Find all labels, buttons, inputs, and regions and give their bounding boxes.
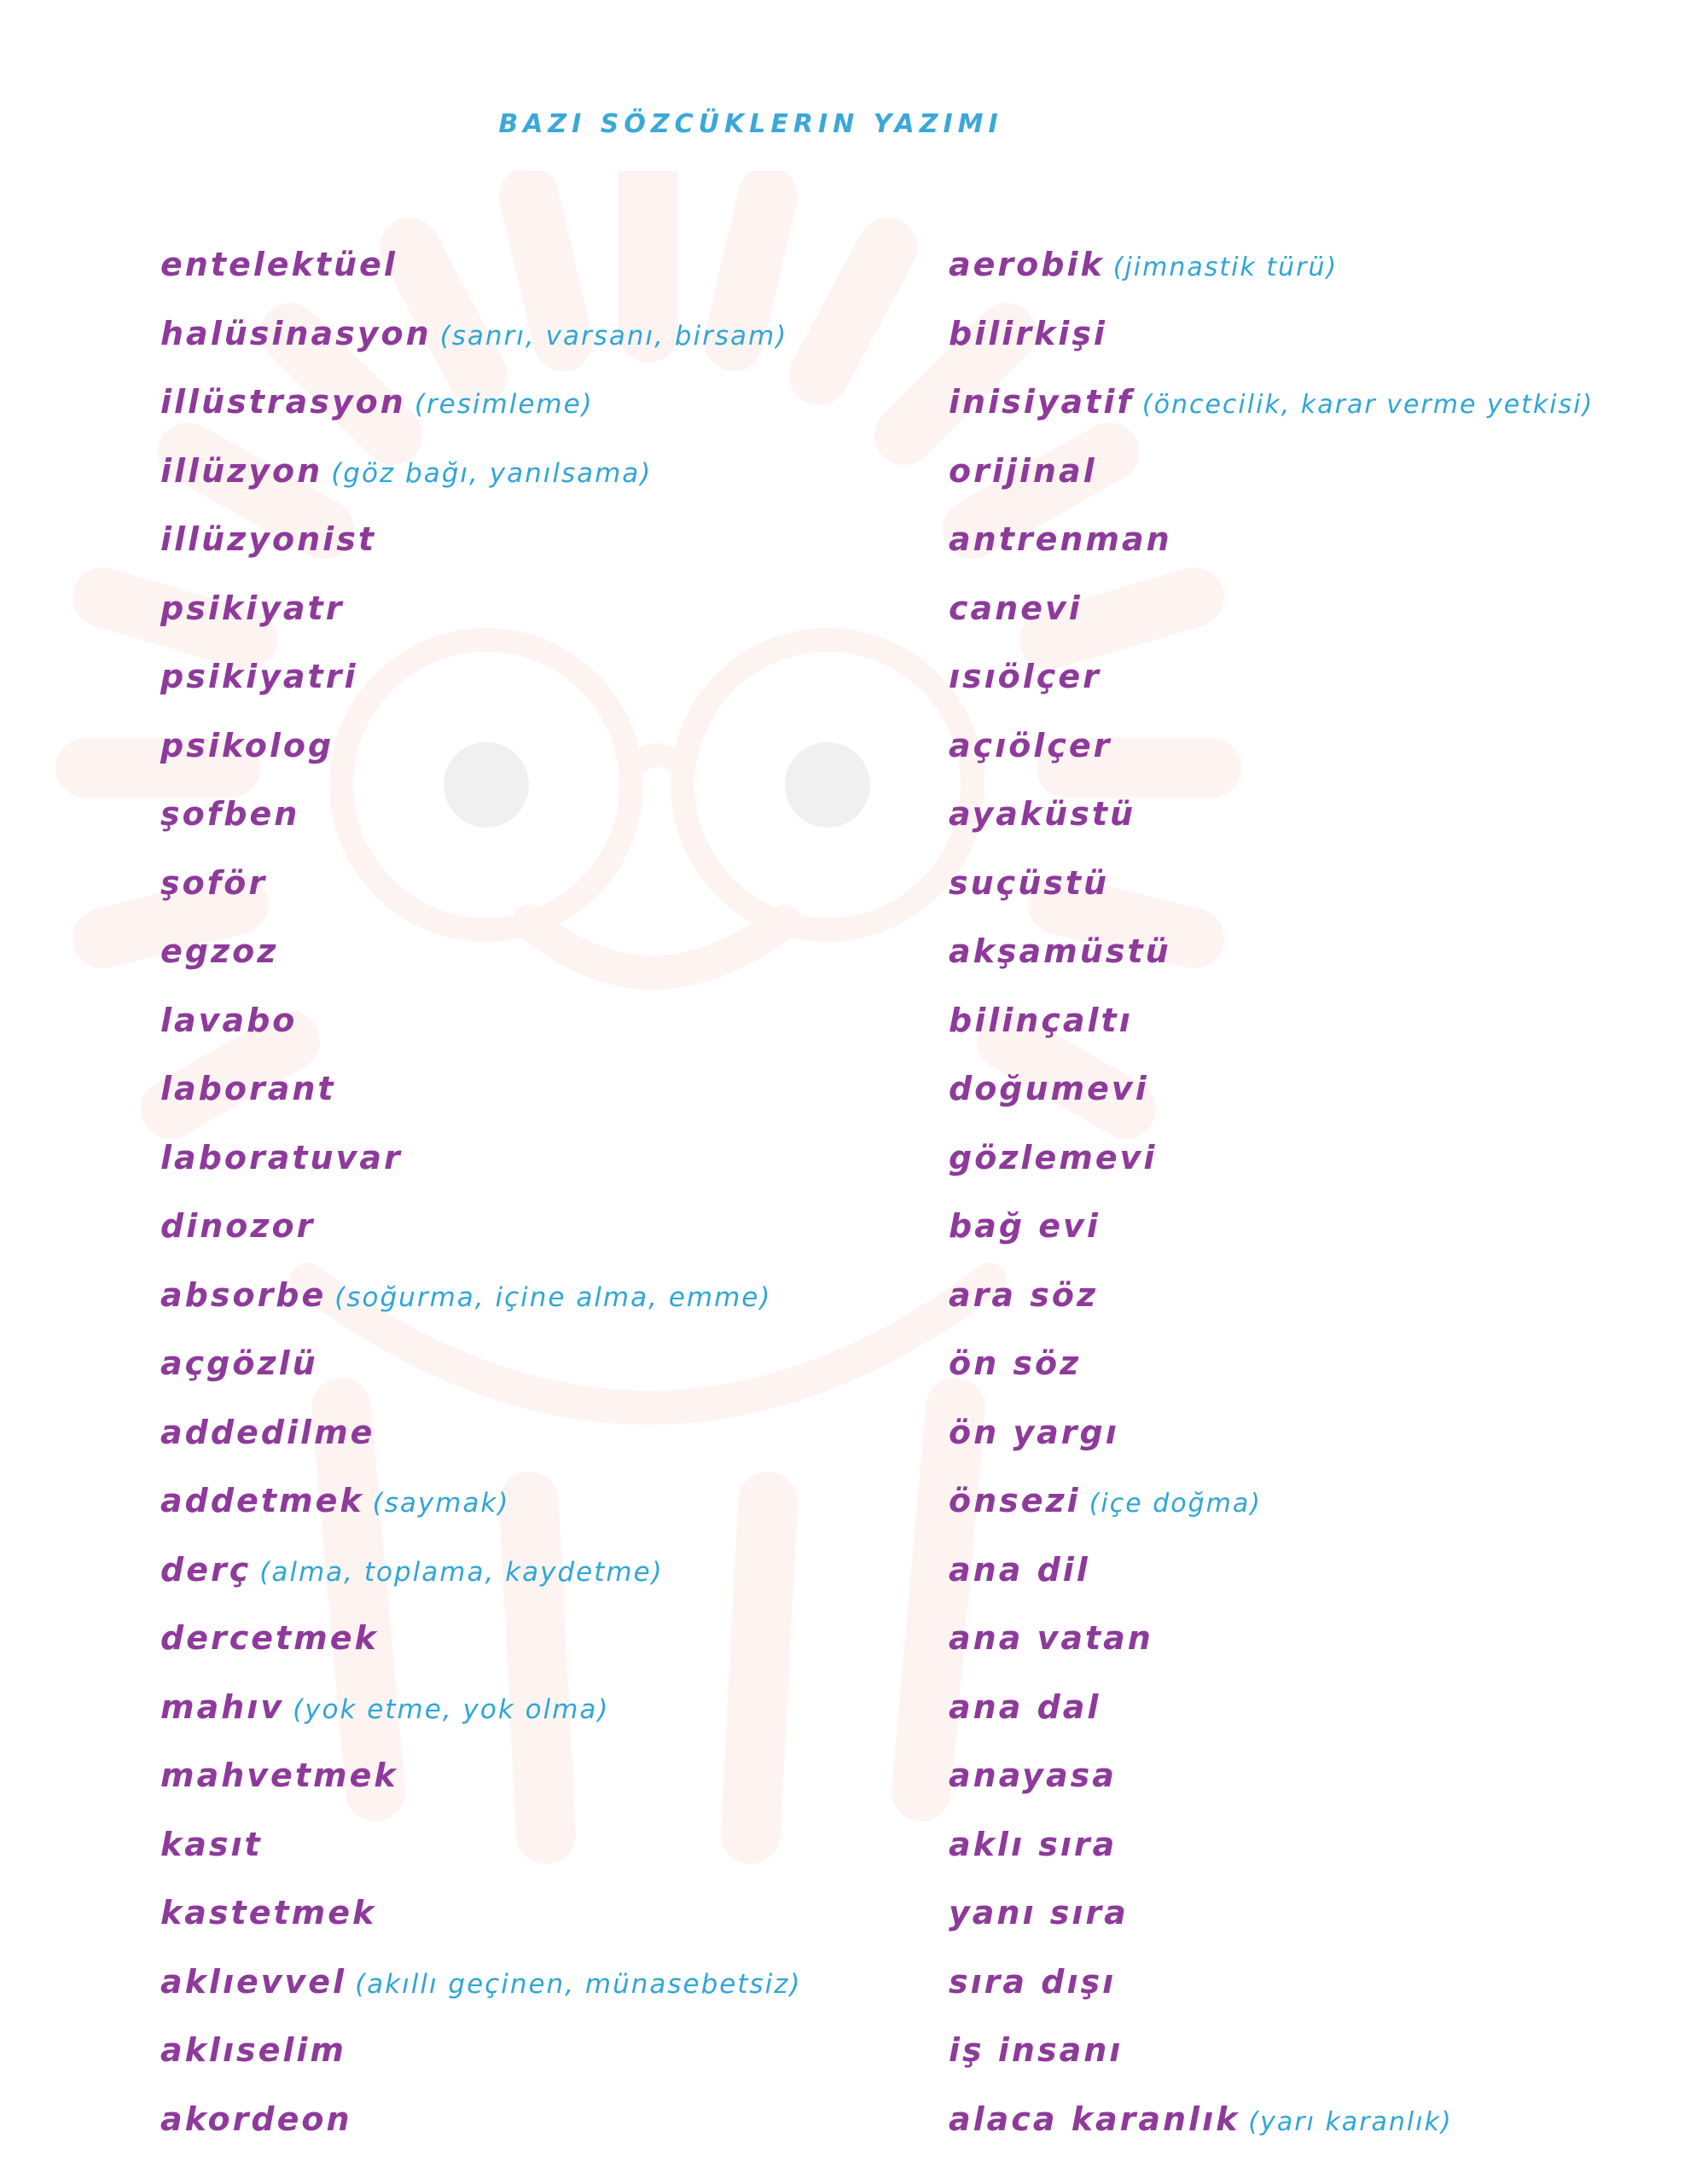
list-item: [949, 986, 1682, 1055]
word: dinozor: [160, 1207, 316, 1245]
word: aklıselim: [160, 2031, 347, 2069]
right-word-column: [949, 230, 1682, 2153]
word: suçüstü: [949, 863, 1110, 902]
list-item: [949, 299, 1682, 369]
word: şofben: [160, 795, 300, 833]
word: derç: [160, 1550, 252, 1589]
word: illüzyonist: [160, 520, 376, 558]
word: illüzyon: [160, 451, 323, 490]
gloss: (saymak): [372, 1488, 510, 1519]
list-item: [949, 1741, 1682, 1810]
gloss: (içe doğma): [1089, 1489, 1262, 1519]
list-item: [949, 574, 1682, 643]
word: akşamüstü: [949, 932, 1171, 970]
list-item: [949, 505, 1682, 574]
word: laborant: [160, 1070, 336, 1107]
list-item: [949, 1604, 1682, 1673]
gloss: (alma, toplama, kaydetme): [259, 1556, 664, 1588]
list-item: [949, 780, 1682, 849]
list-item: [949, 1054, 1682, 1124]
gloss: (öncecilik, karar verme yetkisi): [1141, 390, 1594, 420]
word: açıölçer: [949, 726, 1112, 764]
word: psikolog: [160, 726, 334, 764]
word: aerobik: [949, 246, 1105, 283]
word: halüsinasyon: [160, 314, 432, 352]
word: bağ evi: [949, 1207, 1101, 1245]
word: ön yargı: [949, 1413, 1119, 1451]
word: ana dal: [949, 1687, 1101, 1726]
list-item: [160, 1948, 954, 2017]
list-item: [949, 1192, 1682, 1261]
list-item: [949, 2016, 1682, 2085]
word: aklı sıra: [949, 1825, 1118, 1863]
word: orijinal: [949, 451, 1097, 490]
gloss: (akıllı geçinen, münasebetsiz): [355, 1968, 802, 2000]
word: iş insanı: [949, 2031, 1124, 2069]
list-item: [160, 574, 954, 643]
page-title: BAZI SÖZCÜKLERIN YAZIMI: [498, 109, 1003, 139]
word: addetmek: [160, 1482, 364, 1519]
list-item: [160, 1054, 954, 1124]
gloss: (sanrı, varsanı, birsam): [439, 320, 788, 351]
list-item: [160, 299, 954, 369]
list-item: [949, 642, 1682, 712]
gloss: (yok etme, yok olma): [293, 1693, 610, 1725]
word: gözlemevi: [949, 1138, 1158, 1176]
word: ana vatan: [949, 1619, 1153, 1657]
list-item: [949, 1810, 1682, 1879]
word: mahvetmek: [160, 1757, 398, 1794]
list-item: [949, 1329, 1682, 1398]
list-item: [160, 1467, 954, 1536]
word: akordeon: [160, 2100, 352, 2138]
list-item: [949, 1879, 1682, 1948]
word: ana dil: [949, 1550, 1090, 1589]
word: egzoz: [160, 932, 279, 970]
word: canevi: [949, 589, 1083, 627]
list-item: [949, 849, 1682, 918]
list-item: [949, 368, 1682, 437]
word: psikiyatri: [160, 658, 358, 695]
word: illüstrasyon: [160, 383, 406, 421]
word: aklıevvel: [160, 1962, 347, 2001]
gloss: (soğurma, içine alma, emme): [334, 1281, 772, 1313]
word: alaca karanlık: [949, 2100, 1240, 2138]
gloss: (göz bağı, yanılsama): [331, 457, 653, 489]
list-item: [160, 230, 954, 299]
list-item: [160, 1879, 954, 1948]
word: açgözlü: [160, 1345, 318, 1382]
list-item: [160, 1261, 954, 1330]
word: mahıv: [160, 1687, 285, 1726]
list-item: [160, 2016, 954, 2085]
list-item: [949, 712, 1682, 781]
list-item: [160, 1604, 954, 1673]
left-word-column: [160, 230, 954, 2153]
word: antrenman: [949, 520, 1172, 558]
word: sıra dışı: [949, 1962, 1117, 2001]
word: ayaküstü: [949, 795, 1136, 833]
list-item: [160, 2085, 954, 2154]
list-item: [949, 230, 1682, 299]
word: addedilme: [160, 1413, 375, 1451]
word: ön söz: [949, 1345, 1082, 1382]
list-item: [160, 437, 954, 506]
word: anayasa: [949, 1757, 1117, 1794]
list-item: [949, 1467, 1682, 1536]
list-item: [160, 1536, 954, 1605]
list-item: [160, 986, 954, 1055]
word: önsezi: [949, 1482, 1081, 1519]
word: bilirkişi: [949, 314, 1107, 352]
list-item: [160, 917, 954, 986]
list-item: [949, 917, 1682, 986]
list-item: [949, 2085, 1682, 2154]
word: doğumevi: [949, 1070, 1149, 1107]
list-item: [160, 1192, 954, 1261]
word: şoför: [160, 863, 268, 902]
word: kasıt: [160, 1825, 263, 1863]
list-item: [949, 1673, 1682, 1742]
word: dercetmek: [160, 1619, 379, 1657]
word: lavabo: [160, 1001, 298, 1039]
list-item: [160, 1398, 954, 1467]
list-item: [160, 642, 954, 712]
list-item: [160, 368, 954, 437]
word: kastetmek: [160, 1894, 377, 1931]
list-item: [160, 1673, 954, 1742]
list-item: [160, 505, 954, 574]
list-item: [949, 1948, 1682, 2017]
list-item: [160, 780, 954, 849]
list-item: [160, 1124, 954, 1193]
word: inisiyatif: [949, 383, 1134, 421]
list-item: [160, 1329, 954, 1398]
word: ara söz: [949, 1275, 1099, 1314]
gloss: (jimnastik türü): [1112, 253, 1339, 282]
list-item: [160, 1741, 954, 1810]
list-item: [949, 1124, 1682, 1193]
list-item: [160, 849, 954, 918]
word: absorbe: [160, 1275, 327, 1314]
word: entelektüel: [160, 246, 398, 283]
word: bilinçaltı: [949, 1001, 1133, 1039]
list-item: [949, 1261, 1682, 1330]
word: laboratuvar: [160, 1138, 403, 1176]
word: yanı sıra: [949, 1894, 1129, 1931]
gloss: (resimleme): [414, 389, 594, 420]
list-item: [160, 1810, 954, 1879]
list-item: [949, 1398, 1682, 1467]
list-item: [949, 437, 1682, 506]
list-item: [160, 712, 954, 781]
gloss: (yarı karanlık): [1248, 2106, 1453, 2137]
word: ısıölçer: [949, 658, 1101, 695]
list-item: [949, 1536, 1682, 1605]
word: psikiyatr: [160, 589, 345, 627]
